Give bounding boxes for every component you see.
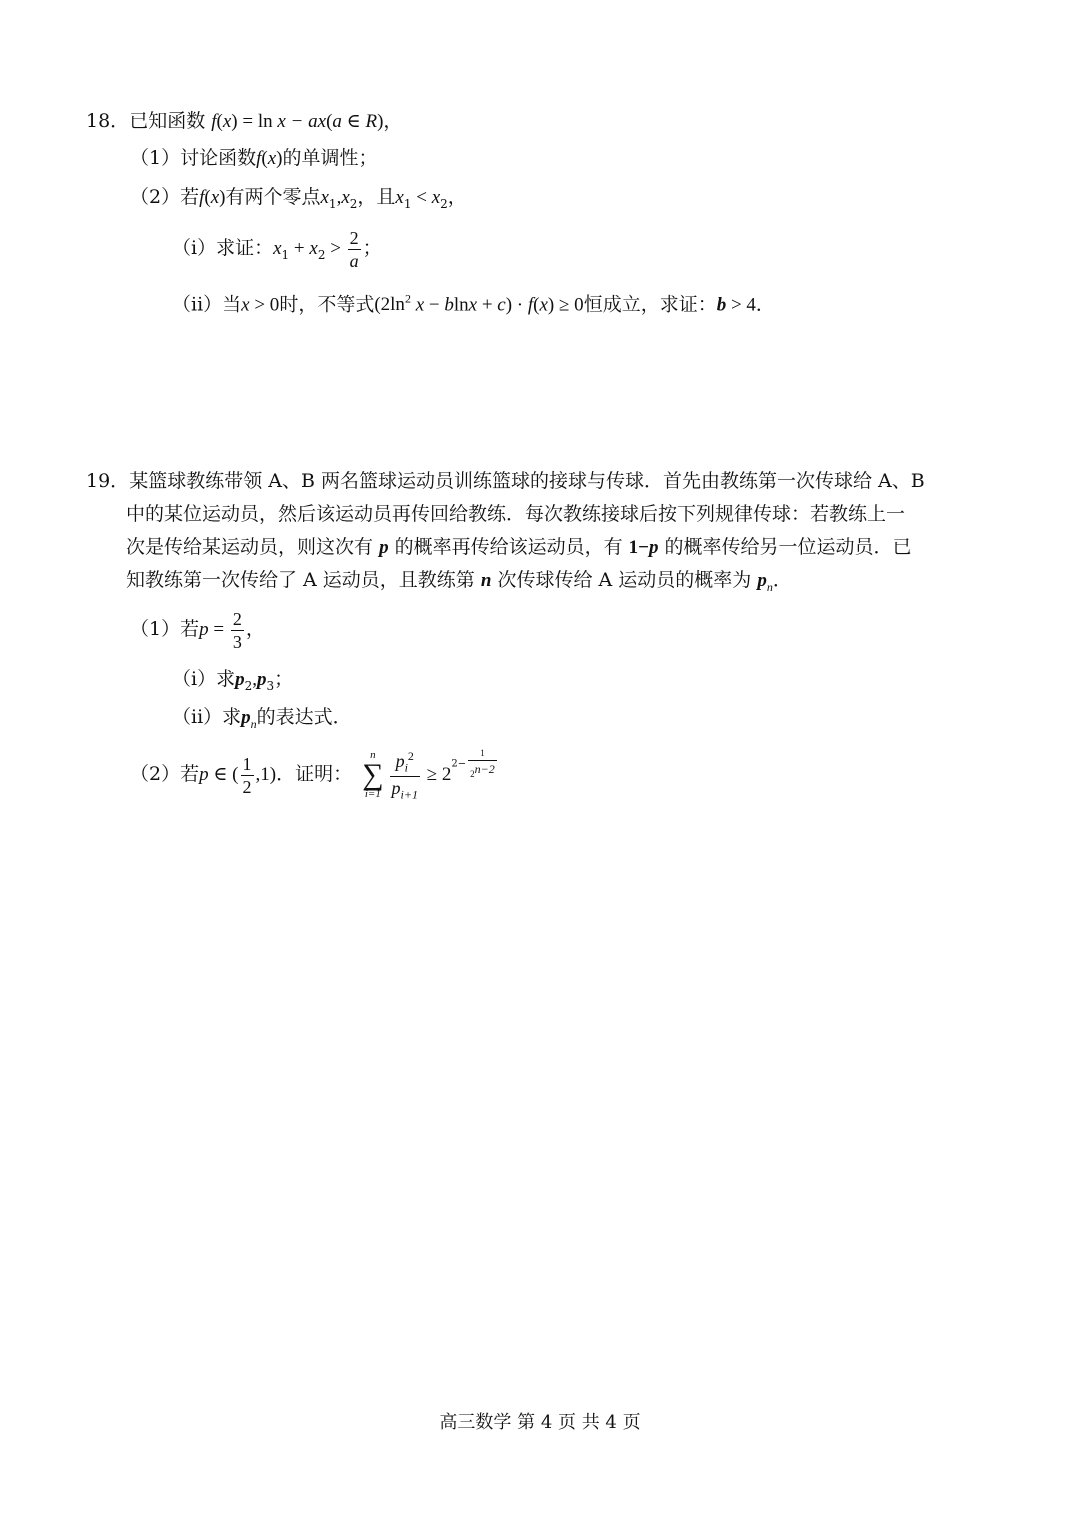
q19-sub-ii: （ii）求$p_n$的表达式． — [172, 706, 352, 731]
q19-part1: （1）若p = $\frac{2}{3}$ ， — [130, 608, 265, 652]
fraction-2-over-a: $\frac{2}{a}$ — [349, 227, 359, 271]
q19-line4: 知教练第一次传给了 A 运动员，且教练第 n 次传球传给 A 运动员的概率为 $p_n$． — [126, 569, 792, 594]
q19-part2: （2）若p ∈ ( $\frac{1}{2}$ ,1)．证明： n ∑ i=1 $\frac{p_i^2}{p_{i+1}}$ ≥ 22− $\frac{1}{2^{n-2}}$ — [130, 744, 499, 805]
q19-sub-i: （i）求$p_2,p_3$； — [172, 668, 294, 693]
summation: n ∑ i=1 — [362, 749, 384, 800]
q18-sub-ii: （ii）当x > 0时，不等式($2\ln^2$ x − blnx + c) · f(x) ≥ 0恒成立，求证：b > 4． — [172, 292, 775, 316]
q19-line2: 中的某位运动员，然后该运动员再传回给教练．每次教练接球后按下列规律传球：若教练上一 — [126, 503, 906, 525]
fraction-1-over-2: $\frac{1}{2}$ — [242, 753, 252, 797]
page-footer: 高三数学 第 4 页 共 4 页 — [439, 1412, 641, 1433]
q19-line1: 19．某篮球教练带领 A、B 两名篮球运动员训练篮球的接球与传球．首先由教练第一次传球给 A、B — [86, 470, 925, 492]
q18-part2: （2）若f(x)有两个零点$x_1,x_2$，且$x_1 < x_2$， — [130, 186, 467, 211]
fraction-2-over-3: $\frac{2}{3}$ — [232, 608, 242, 652]
q18-stem: 18．已知函数 f(x) = ln x − ax(a ∈ R)， — [86, 110, 403, 132]
q18-part1: （1）讨论函数f(x)的单调性； — [130, 147, 378, 169]
fraction-pi2-over-pi1: $\frac{p_i^2}{p_{i+1}}$ — [391, 748, 418, 802]
q18-sub-i: （i）求证：$x_1 + x_2$ > $\frac{2}{a}$ ； — [172, 227, 382, 271]
q19-line3: 次是传给某运动员，则这次有 p 的概率再传给该运动员，有 1−p 的概率传给另一位运动员．已 — [126, 536, 912, 558]
exponent: 2− $\frac{1}{2^{n-2}}$ — [451, 747, 495, 779]
